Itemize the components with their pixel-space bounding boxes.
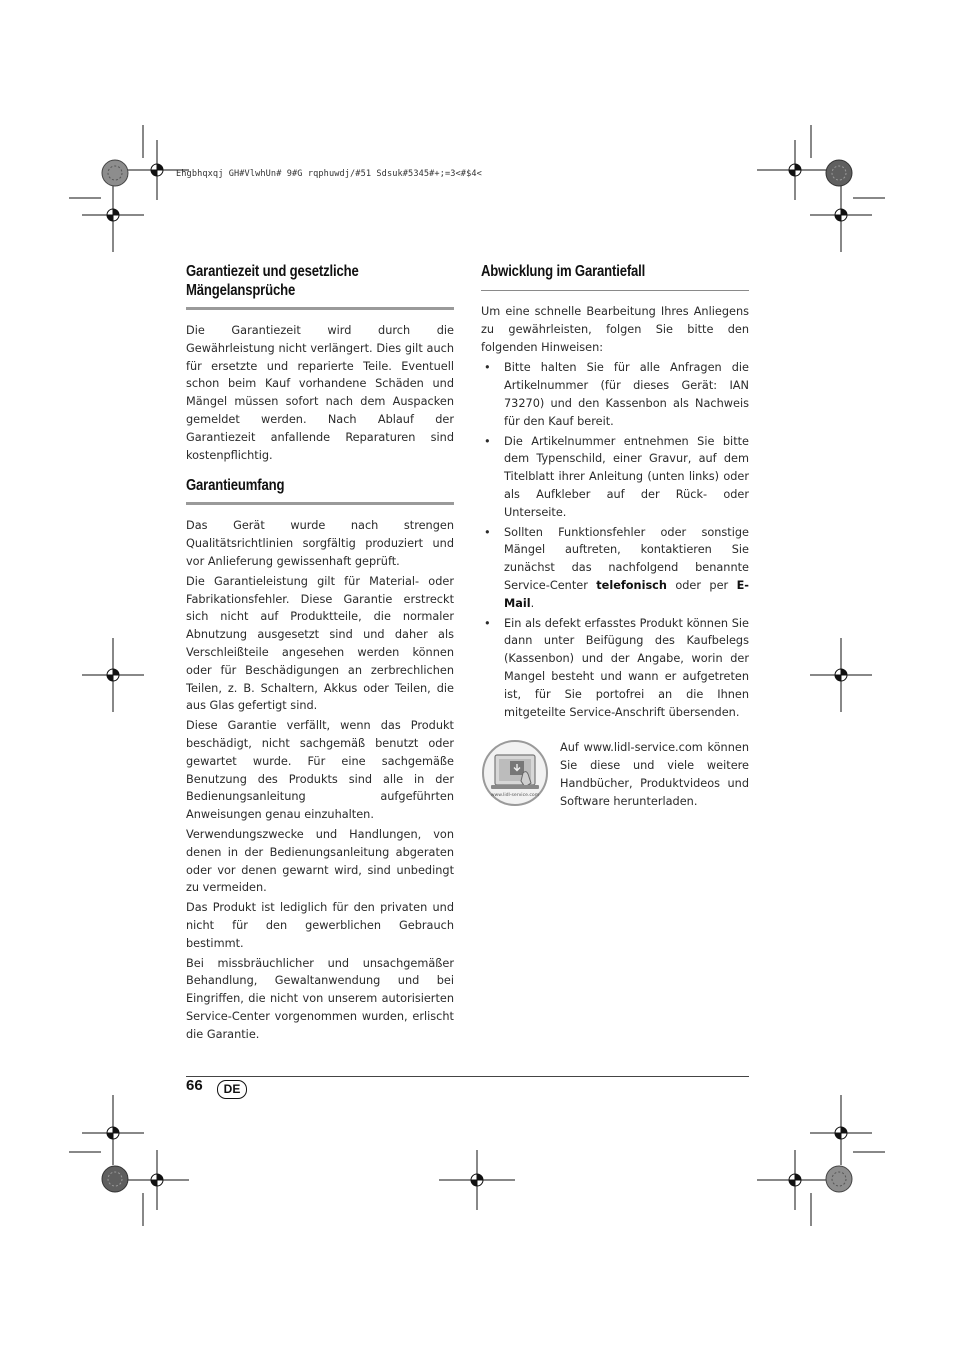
heading-abwicklung: Abwicklung im Garantiefall <box>481 263 646 280</box>
list-item-text: Ein als defekt erfasstes Produkt können Sie dann unter Beifügung des Kaufbelegs (Kassenbon) und der Angabe, worin der Mangel besteht und wann er aufgetreten ist, für Sie portofrei an die Ihnen mitgeteilte Service-Anschrift übersenden. <box>504 616 749 719</box>
phone-contact-label: telefonisch <box>596 578 667 592</box>
bullet-icon: • <box>484 616 491 630</box>
list-item <box>481 359 749 430</box>
paragraph: Bei missbräuchlicher und unsachgemäßer Behandlung, Gewaltanwendung und bei Eingriffen, die nicht von unserem autorisierten Service-Center vorgenommen wurden, erlischt die Garantie. <box>186 956 454 1041</box>
intro-paragraph: Um eine schnelle Bearbeitung Ihres Anliegens zu gewährleisten, folgen Sie bitte den folgenden Hinweisen: <box>481 305 749 354</box>
print-job-code: Ehgbhqxqj GH#VlwhUn# 9#G rqphuwdj/#51 Sdsuk#5345#+;=3<#$4< <box>176 169 482 179</box>
bullet-icon: • <box>484 361 491 375</box>
heading-garantiezeit-line2: Mängelansprüche <box>186 282 296 299</box>
list-item <box>481 615 749 722</box>
right-column <box>481 262 749 819</box>
paragraph: Das Produkt ist lediglich für den privaten und nicht für den gewerblichen Gebrauch bestimmt. <box>186 901 454 950</box>
icon-url-label: www.lidl-service.com <box>490 793 540 799</box>
heading-garantiezeit-line1: Garantiezeit und gesetzliche <box>186 263 359 280</box>
page-number: 66 <box>186 1077 203 1094</box>
instruction-list <box>481 359 749 721</box>
list-item-text: Die Artikelnummer entnehmen Sie bitte dem Typenschild, einer Gravur, auf dem Titelblatt ihrer Anleitung (unten links) oder als Aufkleber auf der Rück- oder Unterseite. <box>504 434 749 519</box>
left-column <box>186 262 454 1043</box>
bullet-icon: • <box>484 434 491 448</box>
footer-rule <box>186 1076 749 1077</box>
download-info-text: Auf www.lidl-service.com können Sie diese und viele weitere Handbücher, Produktvideos und Software herunterladen. <box>560 741 749 808</box>
list-item-text: . <box>530 596 535 610</box>
bullet-icon: • <box>484 525 491 539</box>
list-item-text: Bitte halten Sie für alle Anfragen die Artikelnummer (für dieses Gerät: IAN 73270) und den Kassenbon als Nachweis für den Kauf bereit. <box>504 361 749 428</box>
lidl-service-download-icon <box>481 739 549 807</box>
paragraph: Diese Garantie verfällt, wenn das Produkt beschädigt, nicht sachgemäß benutzt oder gewartet wurde. Für eine sachgemäße Benutzung des Produkts sind alle in der Bedienungsanleitung aufgeführten Anweisungen genau einzuhalten. <box>186 719 454 822</box>
list-item <box>481 433 749 522</box>
paragraph: Das Gerät wurde nach strengen Qualitätsrichtlinien sorgfältig produziert und vor Anlieferung gewissenhaft geprüft. <box>186 519 454 568</box>
email-contact-label: E-Mail <box>504 578 749 610</box>
list-item-text: oder per <box>666 578 737 592</box>
list-item <box>481 524 749 613</box>
paragraph: Verwendungszwecke und Handlungen, von denen in der Bedienungsanleitung abgeraten oder vor denen gewarnt wird, sind unbedingt zu vermeiden. <box>186 827 454 895</box>
heading-garantieumfang: Garantieumfang <box>186 477 285 495</box>
language-badge: DE <box>217 1080 247 1099</box>
download-info <box>481 739 749 819</box>
heading-garantiezeit <box>186 262 454 300</box>
paragraph: Die Garantiezeit wird durch die Gewährleistung nicht verlängert. Dies gilt auch für ersetzte und reparierte Teile. Eventuell schon beim Kauf vorhandene Schäden und Mängel müssen sofort nach dem Auspacken gemeldet werden. Nach Ablauf der Garantiezeit anfallende Reparaturen sind kostenpflichtig. <box>186 324 454 462</box>
list-item-text: Sollten Funktionsfehler oder sonstige Mängel auftreten, kontaktieren Sie zunächst das nachfolgend benannte Service-Center <box>504 525 749 592</box>
paragraph: Die Garantieleistung gilt für Material- oder Fabrikationsfehler. Diese Garantie erstreckt sich nicht auf Produktteile, die normaler Abnutzung ausgesetzt sind und daher als Verschleißteile angesehen werden können oder für Beschädigungen an zerbrechlichen Teilen, z. B. Schaltern, Akkus oder Teilen, die aus Glas gefertigt sind. <box>186 574 454 713</box>
